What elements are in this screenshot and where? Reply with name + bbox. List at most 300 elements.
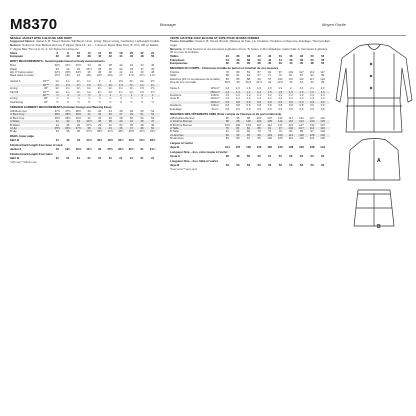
body-measurements-heading: MESURES DU CORPS - Choisissez la taille du patron en fonction de vos mesures xyxy=(170,66,279,71)
row-label: A Hip xyxy=(10,126,17,130)
length-heading: Longueur finie – dos, votre nuque à l'ourlet xyxy=(170,150,228,155)
row-cell: 0,8 xyxy=(299,104,304,108)
row-cell: 1¼ xyxy=(118,90,123,94)
row-cell: 53 xyxy=(321,164,325,168)
view-a-label: A xyxy=(377,158,381,164)
row-width: 150cm* xyxy=(210,90,220,94)
row-cell: 33 xyxy=(119,123,123,127)
row-cell: ⅞ xyxy=(56,97,59,101)
row-cell: 87 xyxy=(257,71,261,75)
row-cell: 47 xyxy=(129,126,134,130)
row-cell: 1,9 xyxy=(278,87,283,91)
row-cell: 37½ xyxy=(86,130,92,134)
row-cell: 16 xyxy=(108,51,112,55)
row-cell: 144 xyxy=(320,146,325,150)
row-cell: 17½ xyxy=(139,74,145,78)
row-cell: 50 xyxy=(129,116,134,120)
english-column xyxy=(10,37,160,387)
row-cell: 98 xyxy=(225,120,229,124)
row-cell: 1,2 xyxy=(225,97,230,101)
row-cell: 91 xyxy=(268,126,272,130)
row-cell: 21 xyxy=(76,157,81,161)
row-cell: 47½ xyxy=(139,130,145,134)
row-label: Jupe B xyxy=(170,164,180,168)
row-cell: 119 xyxy=(299,133,304,137)
row-cell: 52 xyxy=(289,155,293,159)
row-cell: 46½ xyxy=(96,139,103,143)
row-cell: 38½ xyxy=(75,109,82,113)
row-cell: 97 xyxy=(278,71,282,75)
row-cell: 0,8 xyxy=(246,104,251,108)
row-cell: 113 xyxy=(256,146,262,150)
row-cell: 20¼ xyxy=(107,148,113,152)
row-cell: ⅞ xyxy=(66,94,70,98)
row-cell: 39½ xyxy=(96,130,103,134)
row-cell: 21 xyxy=(119,157,123,161)
row-cell: 48 xyxy=(299,55,304,59)
row-cell: 44½ xyxy=(86,139,92,143)
row-cell: ½ xyxy=(87,100,91,104)
row-cell: 109 xyxy=(267,120,272,124)
row-cell: 1⅝ xyxy=(108,83,113,87)
row-label: Interfacing xyxy=(10,100,24,104)
row-cell: ⅞ xyxy=(119,97,123,101)
row-cell: 0,8 xyxy=(267,104,272,108)
row-width: 45" xyxy=(43,97,49,101)
row-cell: 34½ xyxy=(75,71,82,75)
row-cell: 1¾ xyxy=(87,80,92,84)
row-cell: 1,4 xyxy=(320,97,325,101)
row-cell: 112 xyxy=(309,71,315,75)
row-cell: 2¼ xyxy=(140,80,144,84)
row-cell: 38 xyxy=(87,55,91,59)
row-label: D Bust Cup xyxy=(10,116,25,120)
row-cell: 126 xyxy=(320,137,325,141)
row-cell: 112 xyxy=(278,116,283,120)
row-cell: ½ xyxy=(98,100,101,104)
row-cell: 0,9 xyxy=(299,100,304,104)
row-cell: 44 xyxy=(299,81,304,85)
row-cell: 86 xyxy=(225,137,229,141)
row-cell: 1,5 xyxy=(278,90,283,94)
row-cell: 0,5 xyxy=(225,107,230,111)
row-cell: 122 xyxy=(299,116,304,120)
row-cell: 1,4 xyxy=(225,90,230,94)
row-cell: 137 xyxy=(320,123,325,127)
row-cell: 46 xyxy=(129,55,134,59)
row-cell: 66 xyxy=(246,130,251,134)
row-cell: 37 xyxy=(140,67,144,71)
row-cell: 89 xyxy=(299,130,304,134)
row-cell: 21 xyxy=(55,157,59,161)
row-label: C Bust Cup xyxy=(10,113,25,117)
row-cell: 38½ xyxy=(65,113,71,117)
fabrics-text: Veste A, B: Tweed, Bouclé, Mélange de Soie, Lin. Doublure: Doublure en Rayonne. Entoilage: Thermocollant Léger. xyxy=(170,39,330,47)
row-cell: 40 xyxy=(268,62,272,66)
row-cell: 2½ xyxy=(150,80,155,84)
row-cell: 45 xyxy=(108,113,112,117)
row-cell: 29 xyxy=(98,123,102,127)
pattern-number: M8370 xyxy=(10,16,58,33)
row-cell: 117 xyxy=(309,77,315,81)
row-label: A Hanches xyxy=(170,133,184,137)
row-cell: 34 xyxy=(225,58,229,62)
row-cell: 1¼ xyxy=(97,87,102,91)
row-cell: 1¼ xyxy=(129,90,134,94)
notions-heading: Mercerie: xyxy=(170,46,183,51)
row-cell: ⅞ xyxy=(87,97,91,101)
row-cell: 1,4 xyxy=(310,94,314,98)
row-cell: 1,5 xyxy=(267,90,272,94)
row-cell: 84 xyxy=(289,130,293,134)
row-cell: 2⅛ xyxy=(118,80,123,84)
row-cell: 0,5 xyxy=(288,107,293,111)
row-cell: 34 xyxy=(87,64,91,68)
row-cell: 0,5 xyxy=(278,107,283,111)
row-label: Veste A xyxy=(170,155,181,159)
row-width: 150cm* xyxy=(210,100,220,104)
row-cell: 53 xyxy=(246,164,251,168)
row-cell: 1,6 xyxy=(299,90,304,94)
row-cell: 102 xyxy=(288,71,294,75)
row-cell: 1½ xyxy=(76,83,81,87)
row-cell: 50 xyxy=(246,155,251,159)
row-cell: 10 xyxy=(76,51,81,55)
row-cell: 34 xyxy=(236,62,240,66)
row-cell: 18 xyxy=(119,51,123,55)
row-cell: 43 xyxy=(289,81,293,85)
row-cell: 79 xyxy=(225,126,229,130)
row-cell: 48 xyxy=(310,62,314,66)
row-cell: 32 xyxy=(55,55,59,59)
row-cell: 38 xyxy=(140,123,144,127)
row-cell: 74 xyxy=(268,130,272,134)
row-cell: 0,9 xyxy=(320,100,325,104)
row-cell: 44 xyxy=(310,81,314,85)
row-cell: 1½ xyxy=(140,87,144,91)
fabrics-heading: Tissus Conseillés: xyxy=(170,39,195,44)
row-cell: 53 xyxy=(225,164,229,168)
row-cell: 52 xyxy=(140,116,144,120)
row-cell: 41½ xyxy=(107,130,113,134)
row-cell: 46 xyxy=(140,71,144,75)
row-cell: 39,5 xyxy=(224,81,231,85)
row-cell: 123 xyxy=(277,146,283,150)
row-cell: 1 xyxy=(120,94,122,98)
row-cell: 1½ xyxy=(65,83,70,87)
row-cell: 114 xyxy=(309,126,315,130)
row-cell: 41 xyxy=(55,139,59,143)
row-cell: 42 xyxy=(129,64,134,68)
row-cell: 99 xyxy=(257,133,261,137)
row-cell: 53 xyxy=(299,164,304,168)
row-cell: 21 xyxy=(140,148,144,152)
row-width: 60"** xyxy=(42,94,50,98)
row-cell: 36 xyxy=(98,120,102,124)
row-cell: 133 xyxy=(299,146,304,150)
row-cell: 37½ xyxy=(54,109,61,113)
row-cell: 6 xyxy=(56,51,59,55)
row-cell: 25 xyxy=(76,67,81,71)
row-cell: 61 xyxy=(225,130,229,134)
row-cell: 1¾ xyxy=(129,83,134,87)
row-cell: 26½ xyxy=(86,67,92,71)
row-cell: 32 xyxy=(119,67,123,71)
row-cell: 105 xyxy=(277,137,283,141)
row-cell: 34 xyxy=(225,55,229,59)
row-cell: 81 xyxy=(236,126,240,130)
row-cell: 1,2 xyxy=(235,97,240,101)
row-cell: 50 xyxy=(310,55,314,59)
row-cell: 53 xyxy=(268,164,272,168)
row-cell: 124 xyxy=(309,133,315,137)
row-label: Waist xyxy=(10,67,17,71)
row-cell: 64 xyxy=(246,74,251,78)
row-cell: 19 xyxy=(55,148,59,152)
row-width: 51cm xyxy=(211,107,219,111)
row-cell: 20 xyxy=(98,148,102,152)
row-cell: 16¾ xyxy=(107,74,113,78)
row-cell: 53 xyxy=(236,164,240,168)
row-cell: ½ xyxy=(109,100,112,104)
row-cell: 51 xyxy=(151,126,155,130)
row-cell: 61 xyxy=(236,74,240,78)
row-cell: 20 xyxy=(129,51,134,55)
row-cell: 15½ xyxy=(54,74,61,78)
row-label: Veste A xyxy=(170,87,180,91)
row-cell: 100 xyxy=(246,120,251,124)
row-cell: 36 xyxy=(236,58,240,62)
row-cell: 91 xyxy=(246,137,251,141)
row-cell: 43 xyxy=(76,139,81,143)
row-label: Hanches (23 cm au-dessous de la taille) xyxy=(170,77,220,81)
row-cell: ⅞ xyxy=(109,97,112,101)
row-cell: 1,2 xyxy=(278,97,283,101)
row-cell: 21 xyxy=(140,157,144,161)
row-cell: 79 xyxy=(278,130,282,134)
row-label: Lining xyxy=(10,87,18,91)
row-cell: 50 xyxy=(321,62,325,66)
row-cell: 0,5 xyxy=(267,107,272,111)
row-cell: 40½ xyxy=(75,116,82,120)
row-cell: 40 xyxy=(108,71,112,75)
row-cell: 41,5 xyxy=(256,81,262,85)
row-cell: 1¼ xyxy=(87,90,92,94)
row-cell: 116 xyxy=(299,137,304,141)
row-cell: 30½ xyxy=(54,64,61,68)
row-width: 115cm xyxy=(210,104,220,108)
row-cell: 0,8 xyxy=(257,100,262,104)
row-cell: 39½ xyxy=(65,116,71,120)
row-cell: 1,6 xyxy=(310,90,314,94)
row-label: Taille xyxy=(170,74,177,78)
row-cell: 43½ xyxy=(118,130,124,134)
row-cell: 20½ xyxy=(118,148,124,152)
row-cell: 1½ xyxy=(140,90,144,94)
row-label: Bust xyxy=(10,64,16,68)
row-label: Tailles xyxy=(170,55,179,59)
row-cell: 42,5 xyxy=(277,81,283,85)
pattern-title: NESSLE JACKET WITH A BLOUSE AND SKIRT xyxy=(10,37,72,40)
row-cell: 35 xyxy=(66,130,70,134)
row-cell: 1,6 xyxy=(225,87,230,91)
row-cell: 128 xyxy=(288,146,294,150)
body-measurements-heading: BODY MEASUREMENTS - General guide based on body measurements xyxy=(10,59,105,64)
row-cell: 104 xyxy=(224,146,230,150)
row-cell: 1 xyxy=(151,94,154,98)
row-cell: 21 xyxy=(66,157,70,161)
row-cell: 1¼ xyxy=(108,87,113,91)
european-sizes-row xyxy=(10,55,160,58)
row-cell: 35 xyxy=(129,123,134,127)
row-cell: 49 xyxy=(140,126,144,130)
row-cell: 36 xyxy=(246,62,251,66)
row-cell: 12 xyxy=(87,51,91,55)
row-cell: 76 xyxy=(278,74,282,78)
row-cell: 124 xyxy=(299,120,304,124)
row-cell: 38 xyxy=(257,62,261,66)
row-cell: 14 xyxy=(98,51,102,55)
row-cell: 130 xyxy=(320,133,325,137)
row-cell: 24 xyxy=(66,67,70,71)
row-cell: 42 xyxy=(129,120,134,124)
row-cell: 1¼ xyxy=(65,90,70,94)
yardage-row xyxy=(170,108,330,111)
row-cell: 45½ xyxy=(128,130,135,134)
notions-text: Notions A: Five Buttons and one 9" Zipper (Size 14 - 24 — 1 Sew-on Zipper Bias Trim). B: Trim, 3/8 yd. Elastic, 1" Zipper Bias Trim (A to C). A: 12" Zipper for Lining etc. xyxy=(10,43,160,51)
row-cell: 97 xyxy=(310,130,314,134)
garment-line-art xyxy=(332,40,416,230)
row-cell: 58 xyxy=(225,74,229,78)
row-cell: 107 xyxy=(299,71,304,75)
row-cell: 81 xyxy=(289,74,293,78)
row-cell: 100 xyxy=(267,137,272,141)
notions-heading: Notions: xyxy=(10,43,22,48)
row-cell: 112 xyxy=(299,77,304,81)
row-cell: 1 xyxy=(151,97,154,101)
row-label: Back waist to waist xyxy=(10,74,34,78)
row-cell: 34 xyxy=(129,67,134,71)
row-cell: 1,4 xyxy=(246,90,251,94)
row-cell: 89 xyxy=(236,137,240,141)
row-cell: 88 xyxy=(246,77,251,81)
row-cell: 2 xyxy=(109,80,112,84)
row-cell: 46 xyxy=(289,55,293,59)
row-cell: 48 xyxy=(151,71,155,75)
row-cell: 45 xyxy=(119,126,123,130)
row-cell: ½ xyxy=(119,100,123,104)
row-cell: 107 xyxy=(256,123,262,127)
row-cell: 64 xyxy=(236,130,240,134)
notions-paragraph xyxy=(170,48,330,55)
row-cell: 50½ xyxy=(118,139,124,143)
row-cell: 1,6 xyxy=(246,87,251,91)
row-cell: 38 xyxy=(108,120,112,124)
row-cell: 70 xyxy=(257,130,261,134)
row-cell: 44 xyxy=(108,109,112,113)
row-cell: 26 xyxy=(76,123,81,127)
length-row xyxy=(10,148,160,151)
row-cell: 1,4 xyxy=(310,97,314,101)
row-cell: 27½ xyxy=(86,123,92,127)
row-cell: 83 xyxy=(225,77,229,81)
row-cell: 1⅝ xyxy=(118,83,123,87)
row-label: Jupe B xyxy=(170,97,179,101)
row-cell: 95 xyxy=(225,116,229,120)
row-cell: 44 xyxy=(119,55,123,59)
row-cell: 119 xyxy=(320,126,325,130)
row-label: Doublure xyxy=(170,104,182,108)
row-cell: 50 xyxy=(257,155,261,159)
row-cell: 1¼ xyxy=(55,87,60,91)
row-cell: 1,6 xyxy=(320,90,325,94)
row-cell: 34 xyxy=(55,130,59,134)
row-cell: ⅞ xyxy=(56,94,59,98)
row-cell: 44 xyxy=(98,116,102,120)
row-cell: 47 xyxy=(119,113,123,117)
row-cell: 0,8 xyxy=(235,100,240,104)
row-cell: 53 xyxy=(257,164,261,168)
row-cell: 48½ xyxy=(107,139,113,143)
row-cell: 24 xyxy=(55,123,59,127)
row-cell: 17¼ xyxy=(128,74,135,78)
row-cell: 1¾ xyxy=(65,80,70,84)
row-cell: 107 xyxy=(235,146,241,150)
row-cell: 40 xyxy=(257,55,261,59)
row-cell: 53 xyxy=(299,155,304,159)
row-cell: 51 xyxy=(140,113,144,117)
row-cell: 36 xyxy=(236,55,240,59)
row-cell: 41 xyxy=(98,126,102,130)
row-width: 45"** xyxy=(42,90,50,94)
row-cell: 36 xyxy=(87,71,91,75)
row-cell: 102 xyxy=(320,130,325,134)
row-cell: 53 xyxy=(289,164,293,168)
row-label: B Hanches xyxy=(170,137,184,141)
row-label: European xyxy=(10,55,23,59)
european-sizes-row xyxy=(170,62,330,65)
row-cell: 54½ xyxy=(139,139,145,143)
row-cell: 46 xyxy=(151,64,155,68)
row-label: Françaises xyxy=(170,58,185,62)
row-cell: 36 xyxy=(76,55,81,59)
row-cell: 44 xyxy=(278,58,282,62)
row-cell: 107 xyxy=(299,126,304,130)
row-cell: 83 xyxy=(246,71,251,75)
row-cell: 42 xyxy=(98,109,102,113)
row-cell: 32½ xyxy=(75,64,82,68)
row-label: Européennes xyxy=(170,62,188,66)
row-cell: 48 xyxy=(119,116,123,120)
row-cell: 44 xyxy=(289,62,293,66)
row-cell: 130 xyxy=(309,120,315,124)
row-cell: 39 xyxy=(151,67,155,71)
row-cell: 104 xyxy=(256,120,262,124)
row-cell: 1½ xyxy=(87,83,92,87)
row-cell: 16½ xyxy=(96,74,103,78)
row-cell: 2,1 xyxy=(299,87,304,91)
row-cell: 0,8 xyxy=(257,104,262,108)
row-cell: 40,5 xyxy=(245,81,252,85)
row-cell: 71 xyxy=(268,74,272,78)
finished-measurement-row xyxy=(10,130,160,133)
row-cell: 42 xyxy=(66,139,70,143)
finished-measurement-row xyxy=(170,137,330,140)
row-cell: 37½ xyxy=(75,126,82,130)
width-heading: Largeur à l'ourlet xyxy=(170,141,193,146)
row-cell: 42 xyxy=(278,62,282,66)
row-cell: 44 xyxy=(278,55,282,59)
